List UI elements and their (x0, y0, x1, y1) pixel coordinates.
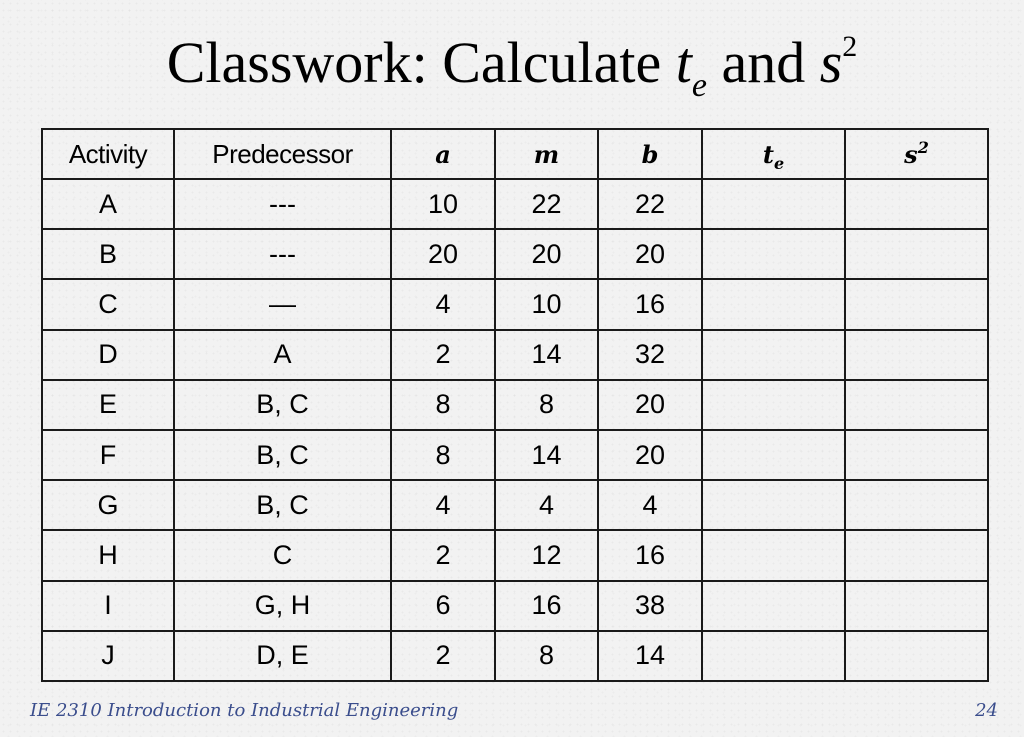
slide-title (0, 28, 1024, 104)
header-s2 (845, 129, 988, 179)
table-row (42, 380, 988, 430)
title-s2-sup: 2 (842, 30, 858, 63)
cell-activity: B (42, 229, 174, 279)
cell-a: 8 (391, 380, 495, 430)
cell-a: 2 (391, 530, 495, 580)
title-joiner: and (706, 30, 820, 95)
header-s2-sup: 2 (917, 137, 929, 157)
header-te-sub: e (773, 153, 785, 173)
cell-s2 (845, 430, 988, 480)
header-predecessor: Predecessor (174, 129, 391, 179)
cell-a: 2 (391, 631, 495, 681)
table-row (42, 179, 988, 229)
cell-a: 6 (391, 581, 495, 631)
cell-predecessor: B, C (174, 380, 391, 430)
cell-te (702, 430, 845, 480)
cell-te (702, 581, 845, 631)
cell-te (702, 179, 845, 229)
table-row (42, 480, 988, 530)
cell-activity: A (42, 179, 174, 229)
cell-b: 38 (598, 581, 702, 631)
cell-m: 20 (495, 229, 598, 279)
cell-te (702, 229, 845, 279)
cell-predecessor: B, C (174, 480, 391, 530)
header-activity: Activity (42, 129, 174, 179)
cell-s2 (845, 179, 988, 229)
cell-activity: J (42, 631, 174, 681)
cell-predecessor: — (174, 279, 391, 329)
table-row (42, 430, 988, 480)
page-number: 24 (975, 700, 998, 721)
cell-predecessor: --- (174, 179, 391, 229)
cell-te (702, 530, 845, 580)
cell-b: 4 (598, 480, 702, 530)
cell-te (702, 480, 845, 530)
title-te-sub: e (691, 67, 707, 104)
cell-te (702, 279, 845, 329)
cell-te (702, 380, 845, 430)
cell-predecessor: A (174, 330, 391, 380)
cell-activity: G (42, 480, 174, 530)
cell-m: 22 (495, 179, 598, 229)
cell-m: 14 (495, 430, 598, 480)
cell-b: 22 (598, 179, 702, 229)
cell-activity: H (42, 530, 174, 580)
cell-predecessor: G, H (174, 581, 391, 631)
cell-b: 16 (598, 279, 702, 329)
cell-b: 20 (598, 229, 702, 279)
cell-b: 20 (598, 380, 702, 430)
cell-m: 16 (495, 581, 598, 631)
cell-m: 10 (495, 279, 598, 329)
header-te (702, 129, 845, 179)
table-row (42, 631, 988, 681)
cell-predecessor: --- (174, 229, 391, 279)
cell-m: 14 (495, 330, 598, 380)
cell-te (702, 631, 845, 681)
cell-activity: C (42, 279, 174, 329)
header-te-var: t (762, 139, 774, 169)
cell-s2 (845, 530, 988, 580)
header-b: b (598, 129, 702, 179)
cell-a: 10 (391, 179, 495, 229)
cell-b: 16 (598, 530, 702, 580)
table-row (42, 229, 988, 279)
cell-predecessor: D, E (174, 631, 391, 681)
cell-activity: D (42, 330, 174, 380)
activity-table (41, 128, 989, 682)
title-te-var: t (675, 30, 692, 95)
cell-m: 4 (495, 480, 598, 530)
cell-s2 (845, 229, 988, 279)
cell-b: 32 (598, 330, 702, 380)
course-footer: IE 2310 Introduction to Industrial Engineering (30, 700, 459, 721)
cell-s2 (845, 380, 988, 430)
cell-a: 20 (391, 229, 495, 279)
header-row (42, 129, 988, 179)
cell-a: 2 (391, 330, 495, 380)
title-prefix: Classwork: Calculate (166, 30, 676, 95)
cell-s2 (845, 279, 988, 329)
cell-m: 8 (495, 631, 598, 681)
cell-a: 4 (391, 480, 495, 530)
cell-m: 12 (495, 530, 598, 580)
cell-s2 (845, 480, 988, 530)
table-row (42, 279, 988, 329)
cell-m: 8 (495, 380, 598, 430)
table-row (42, 330, 988, 380)
cell-activity: F (42, 430, 174, 480)
header-s2-var: s (904, 139, 918, 169)
cell-a: 8 (391, 430, 495, 480)
cell-predecessor: C (174, 530, 391, 580)
cell-s2 (845, 631, 988, 681)
cell-s2 (845, 581, 988, 631)
cell-predecessor: B, C (174, 430, 391, 480)
header-a: a (391, 129, 495, 179)
cell-b: 14 (598, 631, 702, 681)
cell-a: 4 (391, 279, 495, 329)
table-row (42, 530, 988, 580)
cell-te (702, 330, 845, 380)
cell-b: 20 (598, 430, 702, 480)
cell-activity: I (42, 581, 174, 631)
table-row (42, 581, 988, 631)
cell-activity: E (42, 380, 174, 430)
title-s2-var: s (819, 30, 843, 95)
header-m: m (495, 129, 598, 179)
cell-s2 (845, 330, 988, 380)
